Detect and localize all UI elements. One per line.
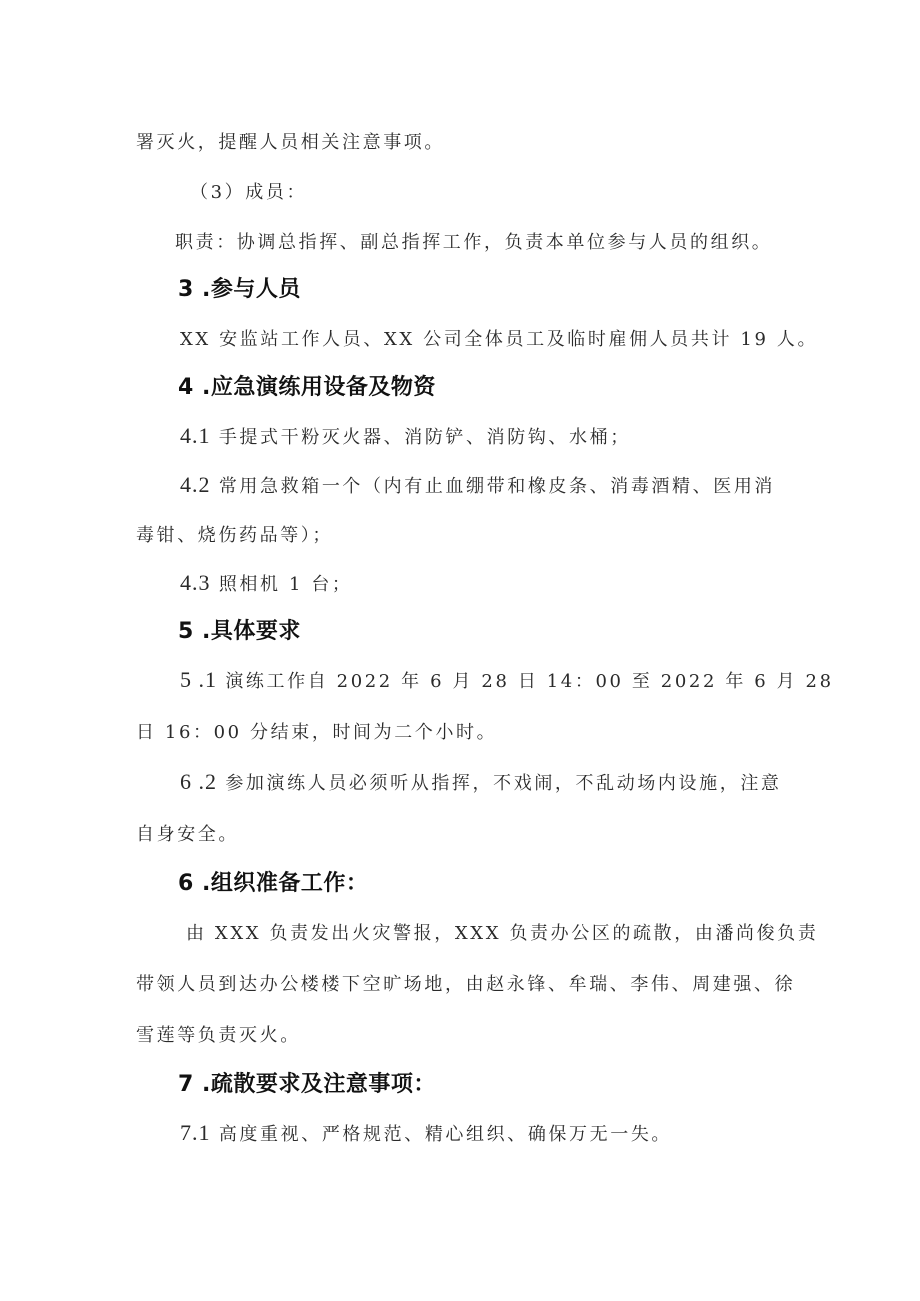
item-number: 4.1: [180, 423, 211, 448]
item-text: 照相机 1 台；: [218, 574, 353, 595]
heading-equipment: 4 .应急演练用设备及物资: [178, 375, 436, 400]
item-number: 5 .1: [180, 667, 217, 692]
member-duties: 职责：协调总指挥、副总指挥工作，负责本单位参与人员的组织。: [175, 232, 773, 253]
heading-evacuation: 7 .疏散要求及注意事项：: [178, 1072, 436, 1097]
equipment-item-4-2-cont: 毒钳、烧伤药品等）；: [136, 525, 333, 546]
preparation-line-3: 雪莲等负责灭火。: [136, 1025, 301, 1046]
heading-participants: 3 .参与人员: [178, 277, 301, 302]
item-number: 7.1: [180, 1120, 211, 1145]
item-text: 参加演练人员必须听从指挥，不戏闹，不乱动场内设施，注意: [225, 773, 782, 794]
equipment-item-4-3: [180, 570, 353, 596]
item-number: 4.2: [180, 472, 211, 497]
equipment-item-4-1: [180, 423, 631, 449]
item-number: 4.3: [180, 570, 211, 595]
item-text: 常用急救箱一个（内有止血绷带和橡皮条、消毒酒精、医用消: [218, 476, 776, 497]
heading-requirements: 5 .具体要求: [178, 619, 301, 644]
item-text: 高度重视、严格规范、精心组织、确保万无一失。: [218, 1124, 673, 1145]
requirement-6-2: [180, 769, 782, 795]
item-number: 6 .2: [180, 769, 217, 794]
requirement-5-1: [180, 667, 834, 693]
heading-preparation: 6 .组织准备工作：: [178, 871, 369, 896]
requirement-5-1-cont: 日 16：00 分结束，时间为二个小时。: [136, 722, 498, 743]
paragraph-continuation: 署灭火，提醒人员相关注意事项。: [136, 132, 445, 153]
preparation-line-2: 带领人员到达办公楼楼下空旷场地，由赵永锋、牟瑞、李伟、周建强、徐: [136, 974, 796, 995]
evacuation-item-7-1: [180, 1120, 672, 1146]
item-text: 演练工作自 2022 年 6 月 28 日 14：00 至 2022 年 6 月 28: [225, 671, 834, 692]
member-subheading: （3）成员：: [190, 182, 308, 203]
requirement-6-2-cont: 自身安全。: [136, 824, 239, 845]
item-text: 手提式干粉灭火器、消防铲、消防钩、水桶；: [218, 427, 631, 448]
preparation-line-1: 由 XXX 负责发出火灾警报，XXX 负责办公区的疏散，由潘尚俊负责: [186, 923, 819, 944]
equipment-item-4-2: [180, 472, 775, 498]
participants-body: XX 安监站工作人员、XX 公司全体员工及临时雇佣人员共计 19 人。: [180, 329, 819, 350]
